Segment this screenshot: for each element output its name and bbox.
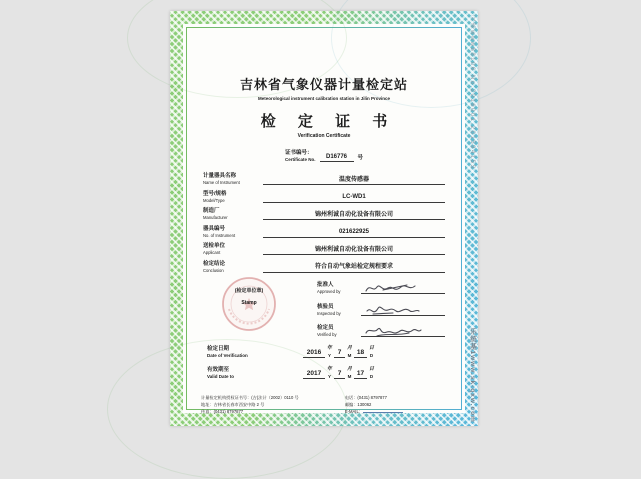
field-value: 符合自动气象站检定规程要求 bbox=[263, 261, 445, 273]
field-value: 锦州利诚自动化设备有限公司 bbox=[263, 244, 445, 256]
watermark-right-top: 元素www88106 No.2016001.20159415S bbox=[469, 15, 475, 170]
postcode-line: 邮编：130062 bbox=[344, 402, 372, 407]
authorization-number: 计量检定机构授权证书号：(吉)法计（2002）0110 号 bbox=[201, 395, 299, 400]
field-row-model-type bbox=[203, 190, 445, 203]
certificate-sheet bbox=[170, 11, 478, 426]
field-value: 021622925 bbox=[263, 229, 445, 238]
certificate-number-label-cn: 证书编号： bbox=[284, 150, 313, 156]
signature-row-inspected bbox=[317, 299, 445, 316]
certificate-inner-margin bbox=[183, 24, 465, 413]
field-label-cn: 器具编号 bbox=[203, 225, 226, 232]
year-unit: 年 bbox=[327, 366, 333, 372]
stamp-label-cn: (检定单位章) bbox=[234, 288, 264, 294]
field-row-instrument-no bbox=[203, 225, 445, 238]
month-value: 7 bbox=[334, 349, 345, 358]
field-row-manufacturer bbox=[203, 207, 445, 220]
fax-line: 传真：(0431) 8797877 bbox=[201, 409, 244, 414]
station-name-cn: 吉林省气象仪器计量检定站 bbox=[239, 77, 408, 92]
field-label-en: Model/Type bbox=[203, 197, 225, 203]
field-row-name-of-instrument bbox=[203, 172, 445, 185]
certificate-number-value: D16776 bbox=[320, 154, 354, 162]
certificate-number-suffix: 号 bbox=[357, 155, 364, 161]
field-label-cn: 制造厂 bbox=[203, 208, 220, 214]
field-label-cn: 计量器具名称 bbox=[203, 173, 237, 179]
day-unit: 日 bbox=[369, 366, 375, 372]
approved-signature bbox=[361, 280, 445, 294]
email-line: E-MAIL： bbox=[345, 408, 449, 415]
email-underline bbox=[363, 409, 403, 413]
watermark-right-bottom: 乐统基1www.sk-qxw.com bbox=[469, 328, 476, 423]
day-unit: 日 bbox=[369, 345, 375, 351]
field-value: 锦州利诚自动化设备有限公司 bbox=[263, 209, 445, 221]
verified-signature bbox=[361, 323, 445, 337]
year-value: 2017 bbox=[303, 370, 325, 379]
station-name-en: Meteorological instrument calibration station in Jilin Province bbox=[257, 96, 391, 101]
field-label-en: Manufacturer bbox=[203, 215, 228, 220]
certificate-number-row bbox=[203, 148, 445, 162]
date-label-cn: 有效期至 bbox=[207, 367, 230, 373]
day-value: 18 bbox=[354, 349, 367, 358]
field-value: LC-WD1 bbox=[263, 194, 445, 203]
field-row-applicant bbox=[203, 242, 445, 255]
valid-date-row bbox=[203, 365, 445, 379]
signature-column bbox=[313, 277, 445, 337]
signatory-label-en: Verified by bbox=[317, 332, 337, 337]
certificate-title-en: Verification Certificate bbox=[297, 133, 351, 139]
footer-contact-block bbox=[201, 394, 449, 415]
signature-row-approved bbox=[317, 277, 445, 294]
certificate-number-label bbox=[285, 148, 316, 162]
field-label-en: Name of Instrument bbox=[203, 180, 240, 185]
date-label-en: Date of Verification bbox=[207, 353, 248, 358]
field-label-en: No. of Instrument bbox=[203, 232, 236, 238]
signatory-label-cn: 批准人 bbox=[317, 282, 334, 288]
certificate-title-cn: 检 定 证 书 bbox=[260, 113, 397, 130]
address-line: 地址：吉林省长春市西安中路 2 号 bbox=[201, 402, 265, 407]
field-label-cn: 送检单位 bbox=[203, 243, 226, 249]
stamp-and-signatures bbox=[203, 277, 445, 337]
date-of-verification-value: 2016 年 Y 7 月 M 18 日 D bbox=[303, 344, 445, 358]
field-label-cn: 型号/规格 bbox=[203, 190, 227, 197]
certificate-number-label-en: Certificate No. bbox=[284, 157, 316, 162]
date-label-cn: 检定日期 bbox=[207, 346, 230, 352]
phone-line: 电话：(0431) 8797877 bbox=[344, 395, 387, 400]
year-value: 2016 bbox=[303, 349, 325, 358]
signature-row-verified bbox=[317, 320, 445, 337]
certificate-page bbox=[186, 27, 462, 414]
date-of-verification-row bbox=[203, 344, 445, 358]
field-row-conclusion bbox=[203, 260, 445, 273]
inspected-signature bbox=[361, 302, 445, 316]
month-value: 7 bbox=[334, 370, 345, 379]
field-label-en: Applicant bbox=[203, 250, 221, 255]
signatory-label-en: Approved by bbox=[317, 289, 341, 294]
field-label-cn: 检定结论 bbox=[203, 260, 226, 267]
signatory-label-cn: 核验员 bbox=[317, 303, 334, 310]
stamp-area bbox=[203, 277, 313, 337]
signatory-label-en: Inspected by bbox=[317, 310, 341, 316]
certificate-content bbox=[187, 74, 461, 455]
stamp-label-en: Stamp bbox=[241, 300, 257, 306]
field-value: 温度传感器 bbox=[263, 174, 445, 186]
valid-date-value: 2017 年 Y 7 月 M 17 日 D bbox=[303, 365, 445, 379]
date-label-en: Valid Date to bbox=[207, 374, 235, 379]
field-label-en: Conclusion bbox=[203, 267, 224, 273]
day-value: 17 bbox=[354, 370, 367, 379]
month-unit: 月 bbox=[347, 345, 353, 351]
field-list bbox=[203, 172, 445, 273]
signatory-label-cn: 检定员 bbox=[317, 325, 334, 331]
month-unit: 月 bbox=[347, 366, 353, 372]
year-unit: 年 bbox=[327, 345, 333, 351]
